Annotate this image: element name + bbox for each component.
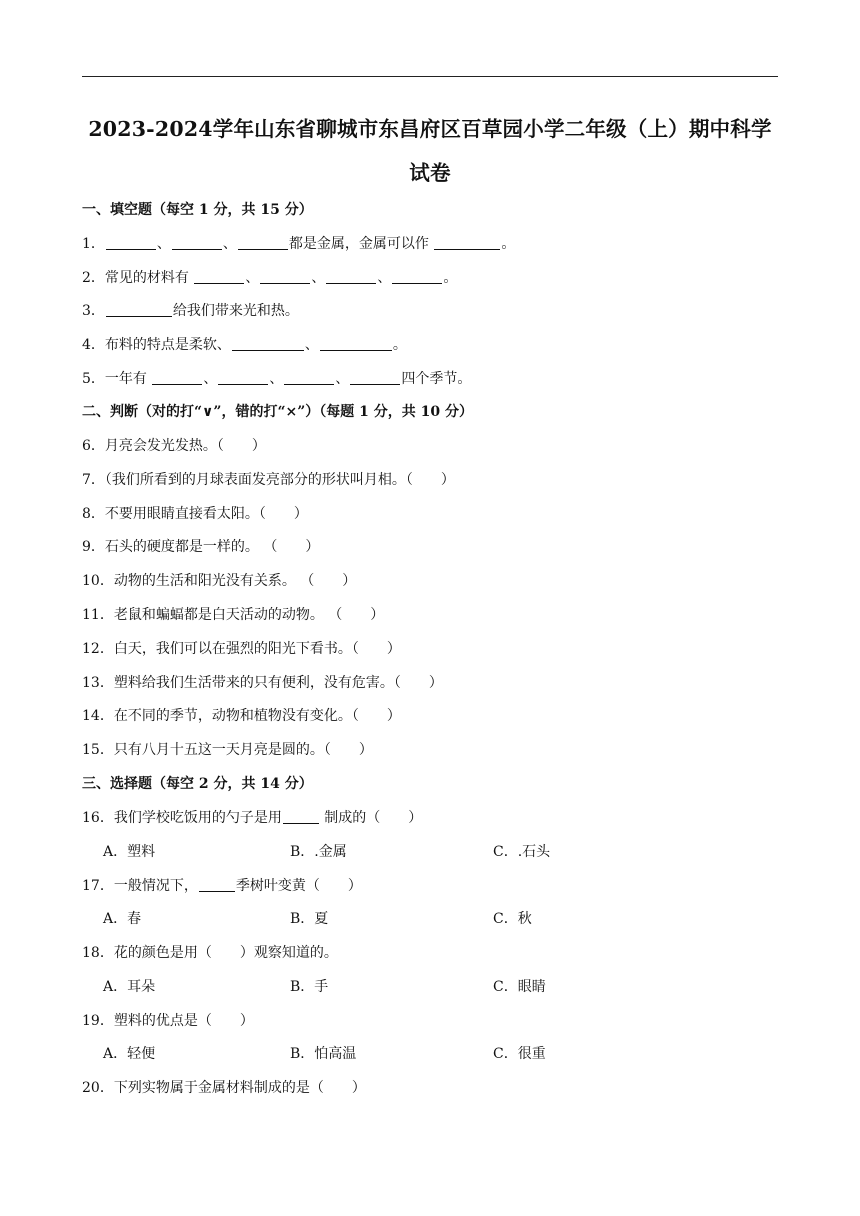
answer-blank[interactable] xyxy=(199,890,235,892)
page-title: 2023-2024学年山东省聊城市东昌府区百草园小学二年级（上）期中科学 xyxy=(88,117,772,141)
option-a: A．春 xyxy=(103,911,142,927)
answer-blank[interactable] xyxy=(326,282,376,284)
page-title-continued: 试卷 xyxy=(409,161,451,185)
answer-blank[interactable] xyxy=(218,383,268,385)
option-c: C．眼睛 xyxy=(493,979,546,995)
question-14: 14．在不同的季节，动物和植物没有变化。（ ） xyxy=(82,708,401,724)
question-15: 15．只有八月十五这一天月亮是圆的。（ ） xyxy=(82,742,373,758)
answer-blank[interactable] xyxy=(260,282,310,284)
question-4: 4．布料的特点是柔软、 、 。 xyxy=(82,337,407,353)
option-c: C．秋 xyxy=(493,911,532,927)
answer-blank[interactable] xyxy=(283,822,319,824)
question-5: 5．一年有 、 、 、 四个季节。 xyxy=(82,371,472,387)
option-c: C．.石头 xyxy=(493,844,551,860)
answer-blank[interactable] xyxy=(152,383,202,385)
question-10: 10．动物的生活和阳光没有关系。 （ ） xyxy=(82,573,357,589)
section-heading-multiple-choice: 三、选择题（每空 2 分，共 14 分） xyxy=(82,776,313,792)
answer-blank[interactable] xyxy=(194,282,244,284)
option-b: B．手 xyxy=(290,979,329,995)
question-18: 18．花的颜色是用（ ）观察知道的。 xyxy=(82,945,338,961)
option-b: B．夏 xyxy=(290,911,329,927)
question-2: 2．常见的材料有 、 、 、 。 xyxy=(82,270,458,286)
question-11: 11．老鼠和蝙蝠都是白天活动的动物。 （ ） xyxy=(82,607,385,623)
question-7: 7．（我们所看到的月球表面发亮部分的形状叫月相。（ ） xyxy=(82,472,455,488)
option-a: A．轻便 xyxy=(103,1046,156,1062)
answer-blank[interactable] xyxy=(238,248,288,250)
option-b: B．怕高温 xyxy=(290,1046,357,1062)
option-c: C．很重 xyxy=(493,1046,546,1062)
question-12: 12．白天，我们可以在强烈的阳光下看书。（ ） xyxy=(82,641,401,657)
option-a: A．耳朵 xyxy=(103,979,156,995)
question-1: 1． 、 、 都是金属，金属可以作 。 xyxy=(82,236,516,252)
question-17: 17．一般情况下， 季树叶变黄（ ） xyxy=(82,878,362,894)
answer-blank[interactable] xyxy=(232,349,304,351)
question-8: 8．不要用眼睛直接看太阳。（ ） xyxy=(82,506,308,522)
section-heading-true-false: 二、判断（对的打“∨”，错的打“×”）（每题 1 分，共 10 分） xyxy=(82,404,474,420)
question-13: 13．塑料给我们生活带来的只有便利，没有危害。（ ） xyxy=(82,675,443,691)
header-rule xyxy=(82,76,778,77)
question-6: 6．月亮会发光发热。（ ） xyxy=(82,438,266,454)
question-9: 9．石头的硬度都是一样的。 （ ） xyxy=(82,539,320,555)
answer-blank[interactable] xyxy=(434,248,500,250)
section-heading-fill-in: 一、填空题（每空 1 分，共 15 分） xyxy=(82,202,313,218)
question-19: 19．塑料的优点是（ ） xyxy=(82,1013,254,1029)
option-a: A．塑料 xyxy=(103,844,156,860)
answer-blank[interactable] xyxy=(106,315,172,317)
answer-blank[interactable] xyxy=(392,282,442,284)
answer-blank[interactable] xyxy=(320,349,392,351)
answer-blank[interactable] xyxy=(106,248,156,250)
question-16: 16．我们学校吃饭用的勺子是用 制成的（ ） xyxy=(82,810,423,826)
question-3: 3． 给我们带来光和热。 xyxy=(82,303,299,319)
answer-blank[interactable] xyxy=(172,248,222,250)
answer-blank[interactable] xyxy=(350,383,400,385)
answer-blank[interactable] xyxy=(284,383,334,385)
option-b: B．.金属 xyxy=(290,844,347,860)
question-20: 20．下列实物属于金属材料制成的是（ ） xyxy=(82,1080,366,1096)
